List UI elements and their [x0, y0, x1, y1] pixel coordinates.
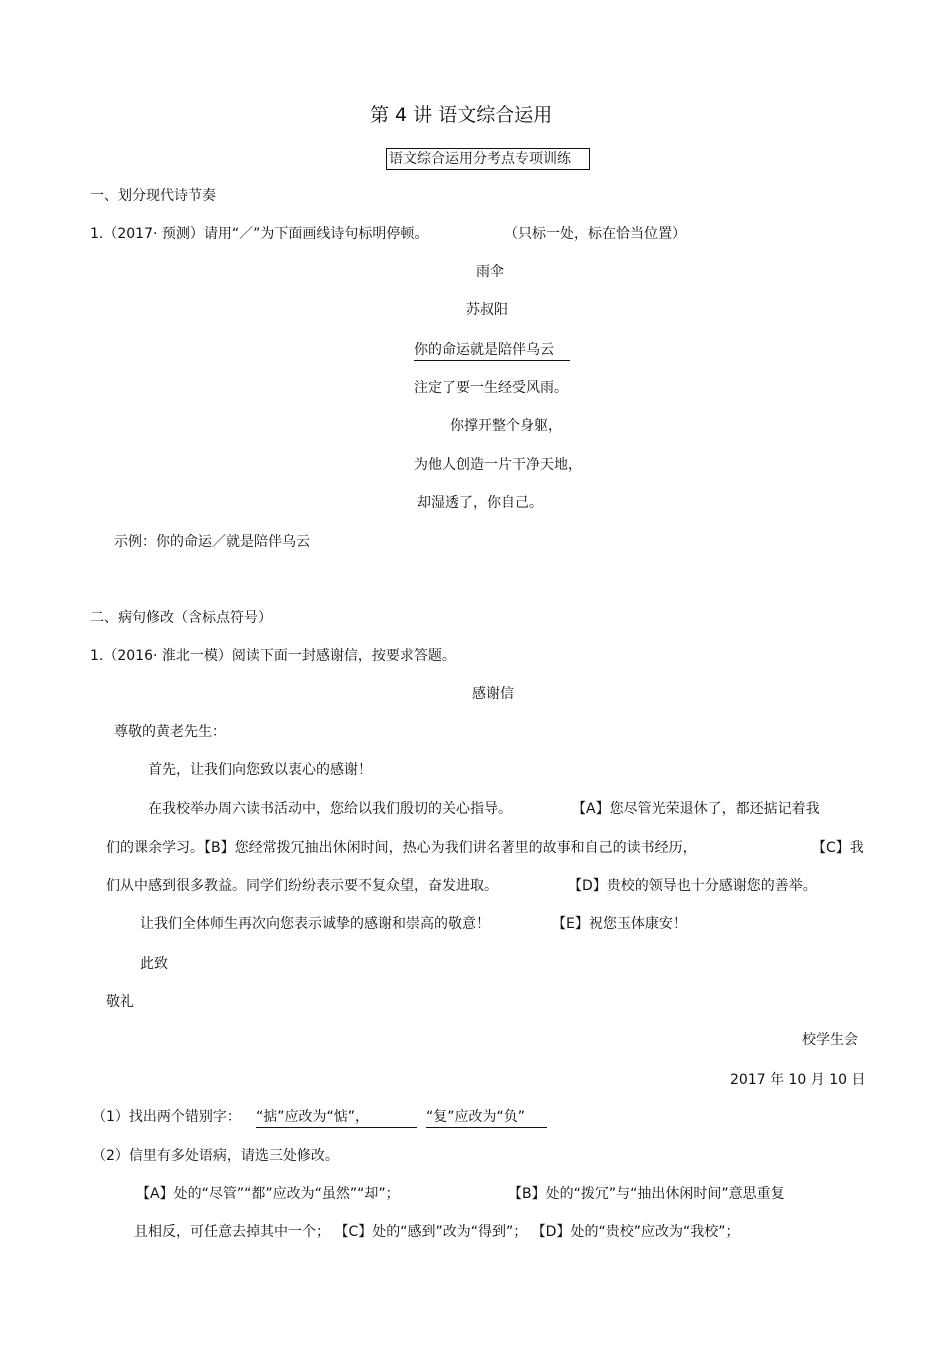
section1-heading: 一、划分现代诗节奏 [90, 188, 216, 204]
poem-line: 却湿透了，你自己。 [417, 495, 543, 511]
letter-line-part-c: 【C】我 [812, 840, 864, 856]
section2-question: 1.（2016· 淮北一模）阅读下面一封感谢信，按要求答题。 [90, 648, 456, 664]
letter-salutation: 尊敬的黄老先生： [114, 724, 226, 740]
letter-line: 首先，让我们向您致以衷心的感谢！ [148, 762, 372, 778]
letter-line: 让我们全体师生再次向您表示诚挚的感谢和崇高的敬意！ [140, 916, 490, 932]
subtitle-box: 语文综合运用分考点专项训练 [386, 148, 590, 170]
letter-line-part-a: 【A】您尽管光荣退休了，都还掂记着我 [572, 801, 820, 817]
letter-signature: 校学生会 [802, 1032, 858, 1048]
example-answer: 示例：你的命运／就是陪伴乌云 [114, 534, 310, 550]
letter-line-part-e: 【E】祝您玉体康安！ [552, 916, 687, 932]
answer-q2-label: （2）信里有多处语病，请选三处修改。 [92, 1148, 339, 1164]
poem-line-underlined: 你的命运就是陪伴乌云 [414, 340, 570, 361]
letter-line: 们从中感到很多教益。同学们纷纷表示要不复众望，奋发进取。 [106, 878, 498, 894]
poem-title: 雨伞 [476, 264, 504, 280]
answer-q2-line: 【A】处的“尽管”“都”应改为“虽然”“却”； [136, 1186, 400, 1202]
letter-date: 2017 年 10 月 10 日 [730, 1072, 866, 1088]
answer-q2-line: 且相反，可任意去掉其中一个； 【C】处的“感到”改为“得到”； 【D】处的“贵校”应改为“我校”； [134, 1224, 740, 1240]
answer-q1-a: “掂”应改为“惦”， [256, 1107, 417, 1128]
section1-question: 1.（2017· 预测）请用“／”为下面画线诗句标明停顿。 [90, 226, 429, 242]
letter-line: 在我校举办周六读书活动中，您给以我们殷切的关心指导。 [148, 801, 512, 817]
answer-q2-line-part-b: 【B】处的“拨冗”与“抽出休闲时间”意思重复 [508, 1186, 785, 1202]
letter-closing: 此致 [140, 956, 168, 972]
section1-question-note: （只标一处，标在恰当位置） [504, 226, 686, 242]
answer-q1-b: “复”应改为“负” [426, 1107, 547, 1128]
letter-line-part-d: 【D】贵校的领导也十分感谢您的善举。 [568, 878, 817, 894]
poem-line: 注定了要一生经受风雨。 [414, 380, 568, 396]
poem-line: 你撑开整个身躯， [450, 418, 562, 434]
letter-title: 感谢信 [472, 686, 514, 702]
page-title: 第 4 讲 语文综合运用 [370, 104, 553, 126]
poem-author: 苏叔阳 [466, 302, 508, 318]
letter-closing: 敬礼 [106, 994, 134, 1010]
answer-q1-label: （1）找出两个错别字： [92, 1109, 241, 1125]
section2-heading: 二、病句修改（含标点符号） [90, 610, 272, 626]
letter-line: 们的课余学习。【B】您经常拨冗抽出休闲时间，热心为我们讲名著里的故事和自己的读书经历， [106, 840, 697, 856]
poem-line: 为他人创造一片干净天地， [414, 457, 582, 473]
